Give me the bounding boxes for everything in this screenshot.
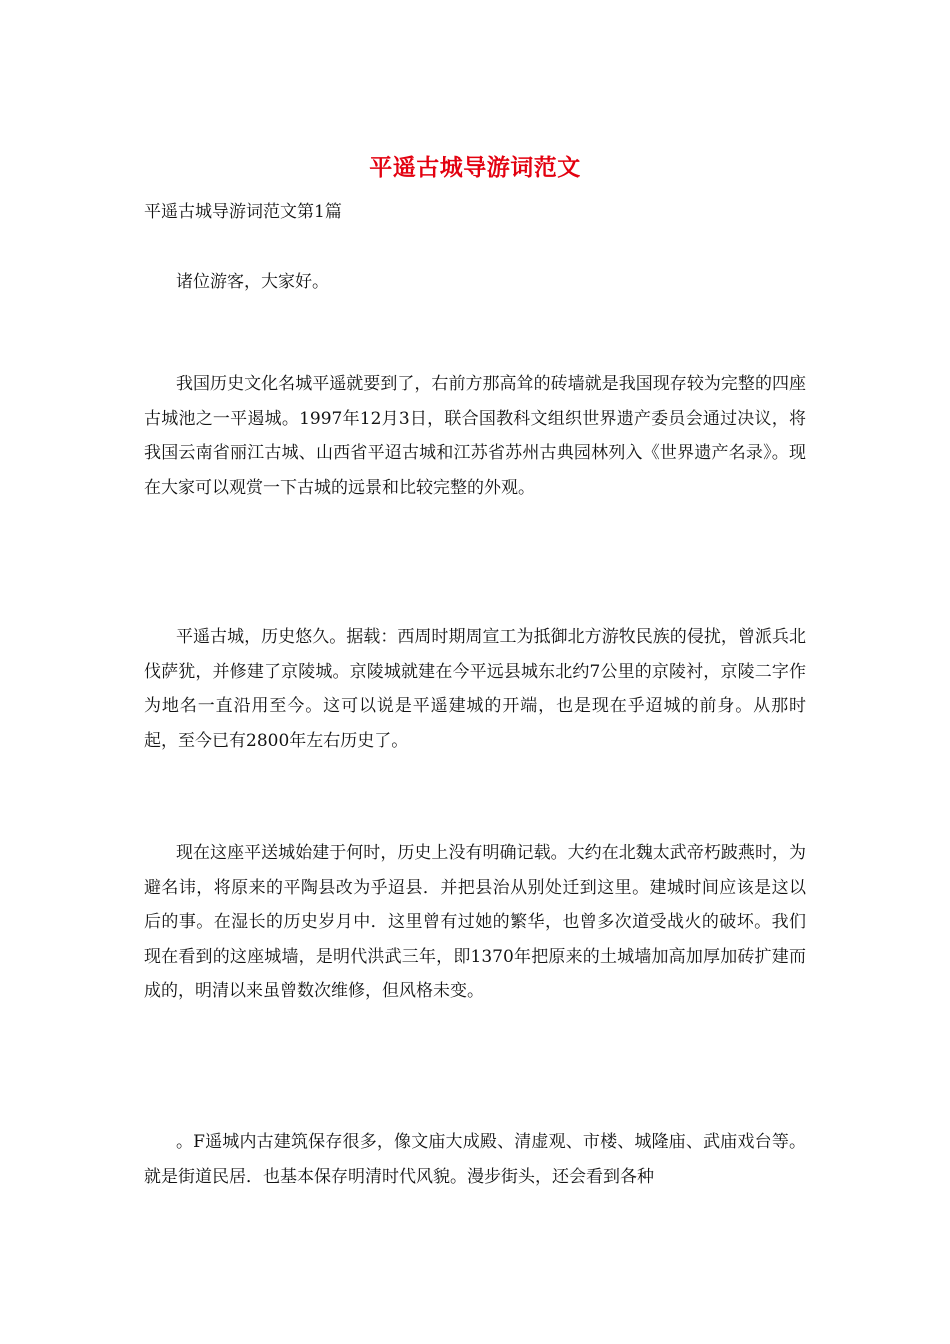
paragraph: 。F遥城内古建筑保存很多，像文庙大成殿、清虚观、市楼、城隆庙、武庙戏台等。就是街道民居．也基本保存明清时代风貌。漫步街头，还会看到各种 [144,1132,806,1187]
document-title: 平遥古城导游词范文 [369,154,581,181]
paragraph: 平遥古城，历史悠久。据载：西周时期周宣工为抵御北方游牧民族的侵扰，曾派兵北伐萨犹，并修建了京陵城。京陵城就建在今平远县城东北约7公里的京陵衬，京陵二字作为地名一直沿用至今。这可以说是平遥建城的开端，也是现在乎迢城的前身。从那时起，至今已有2800年左右历史了。 [144,627,806,751]
paragraph: 现在这座平送城始建于何时，历史上没有明确记载。大约在北魏太武帝朽跛燕时，为避名讳，将原来的平陶县改为乎迢县．并把县治从别处迁到这里。建城时间应该是这以后的事。在湿长的历史岁月中．这里曾有过她的繁华，也曾多次道受战火的破坏。我们现在看到的这座城墙，是明代洪武三年，即1370年把原来的土城墙加高加厚加砖扩建而成的，明清以来虽曾数次维修，但风格未变。 [144,843,806,1001]
paragraph: 诸位游客，大家好。 [176,272,329,292]
paragraph: 我国历史文化名城平遥就要到了，右前方那高耸的砖墙就是我国现存较为完整的四座古城池之一平遏城。1997年12月3日，联合国教科文组织世界遗产委员会通过决议，将我国云南省丽江古城、山西省平迢古城和江苏省苏州古典园林列入《世界遗产名录》。现在大家可以观赏一下古城的远景和比较完整的外观。 [144,374,806,498]
section-heading: 平遥古城导游词范文第1篇 [144,202,342,222]
